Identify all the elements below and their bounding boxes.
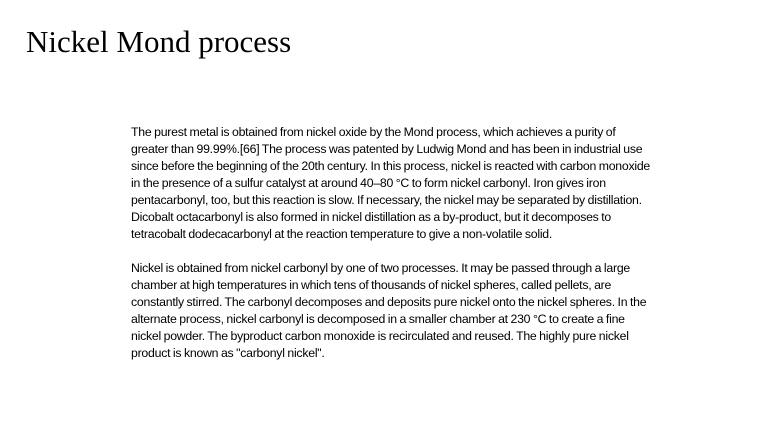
paragraph-mond-process: The purest metal is obtained from nickel oxide by the Mond process, which achieves a purity of greater than 99.99%.[66] The process was patented by Ludwig Mond and has been in industrial use since before the beginning of the 20th century. In this process, nickel is reacted with carbon monoxide in the presence of a sulfur catalyst at around 40–80 °C to form nickel carbonyl. Iron gives iron pentacarbonyl, too, but this reaction is slow. If necessary, the nickel may be separated by distillation. Dicobalt octacarbonyl is also formed in nickel distillation as a by-product, but it decomposes to tetracobalt dodecacarbonyl at the reaction temperature to give a non-volatile solid. [131,125,651,241]
paragraph-carbonyl-decomposition: Nickel is obtained from nickel carbonyl by one of two processes. It may be passed through a large chamber at high temperatures in which tens of thousands of nickel spheres, called pellets, are constantly stirred. The carbonyl decomposes and deposits pure nickel onto the nickel spheres. In the alternate process, nickel carbonyl is decomposed in a smaller chamber at 230 °C to create a fine nickel powder. The byproduct carbon monoxide is recirculated and reused. The highly pure nickel product is known as "carbonyl nickel". [131,261,647,360]
slide-title: Nickel Mond process [26,24,292,59]
slide-body [131,124,652,379]
